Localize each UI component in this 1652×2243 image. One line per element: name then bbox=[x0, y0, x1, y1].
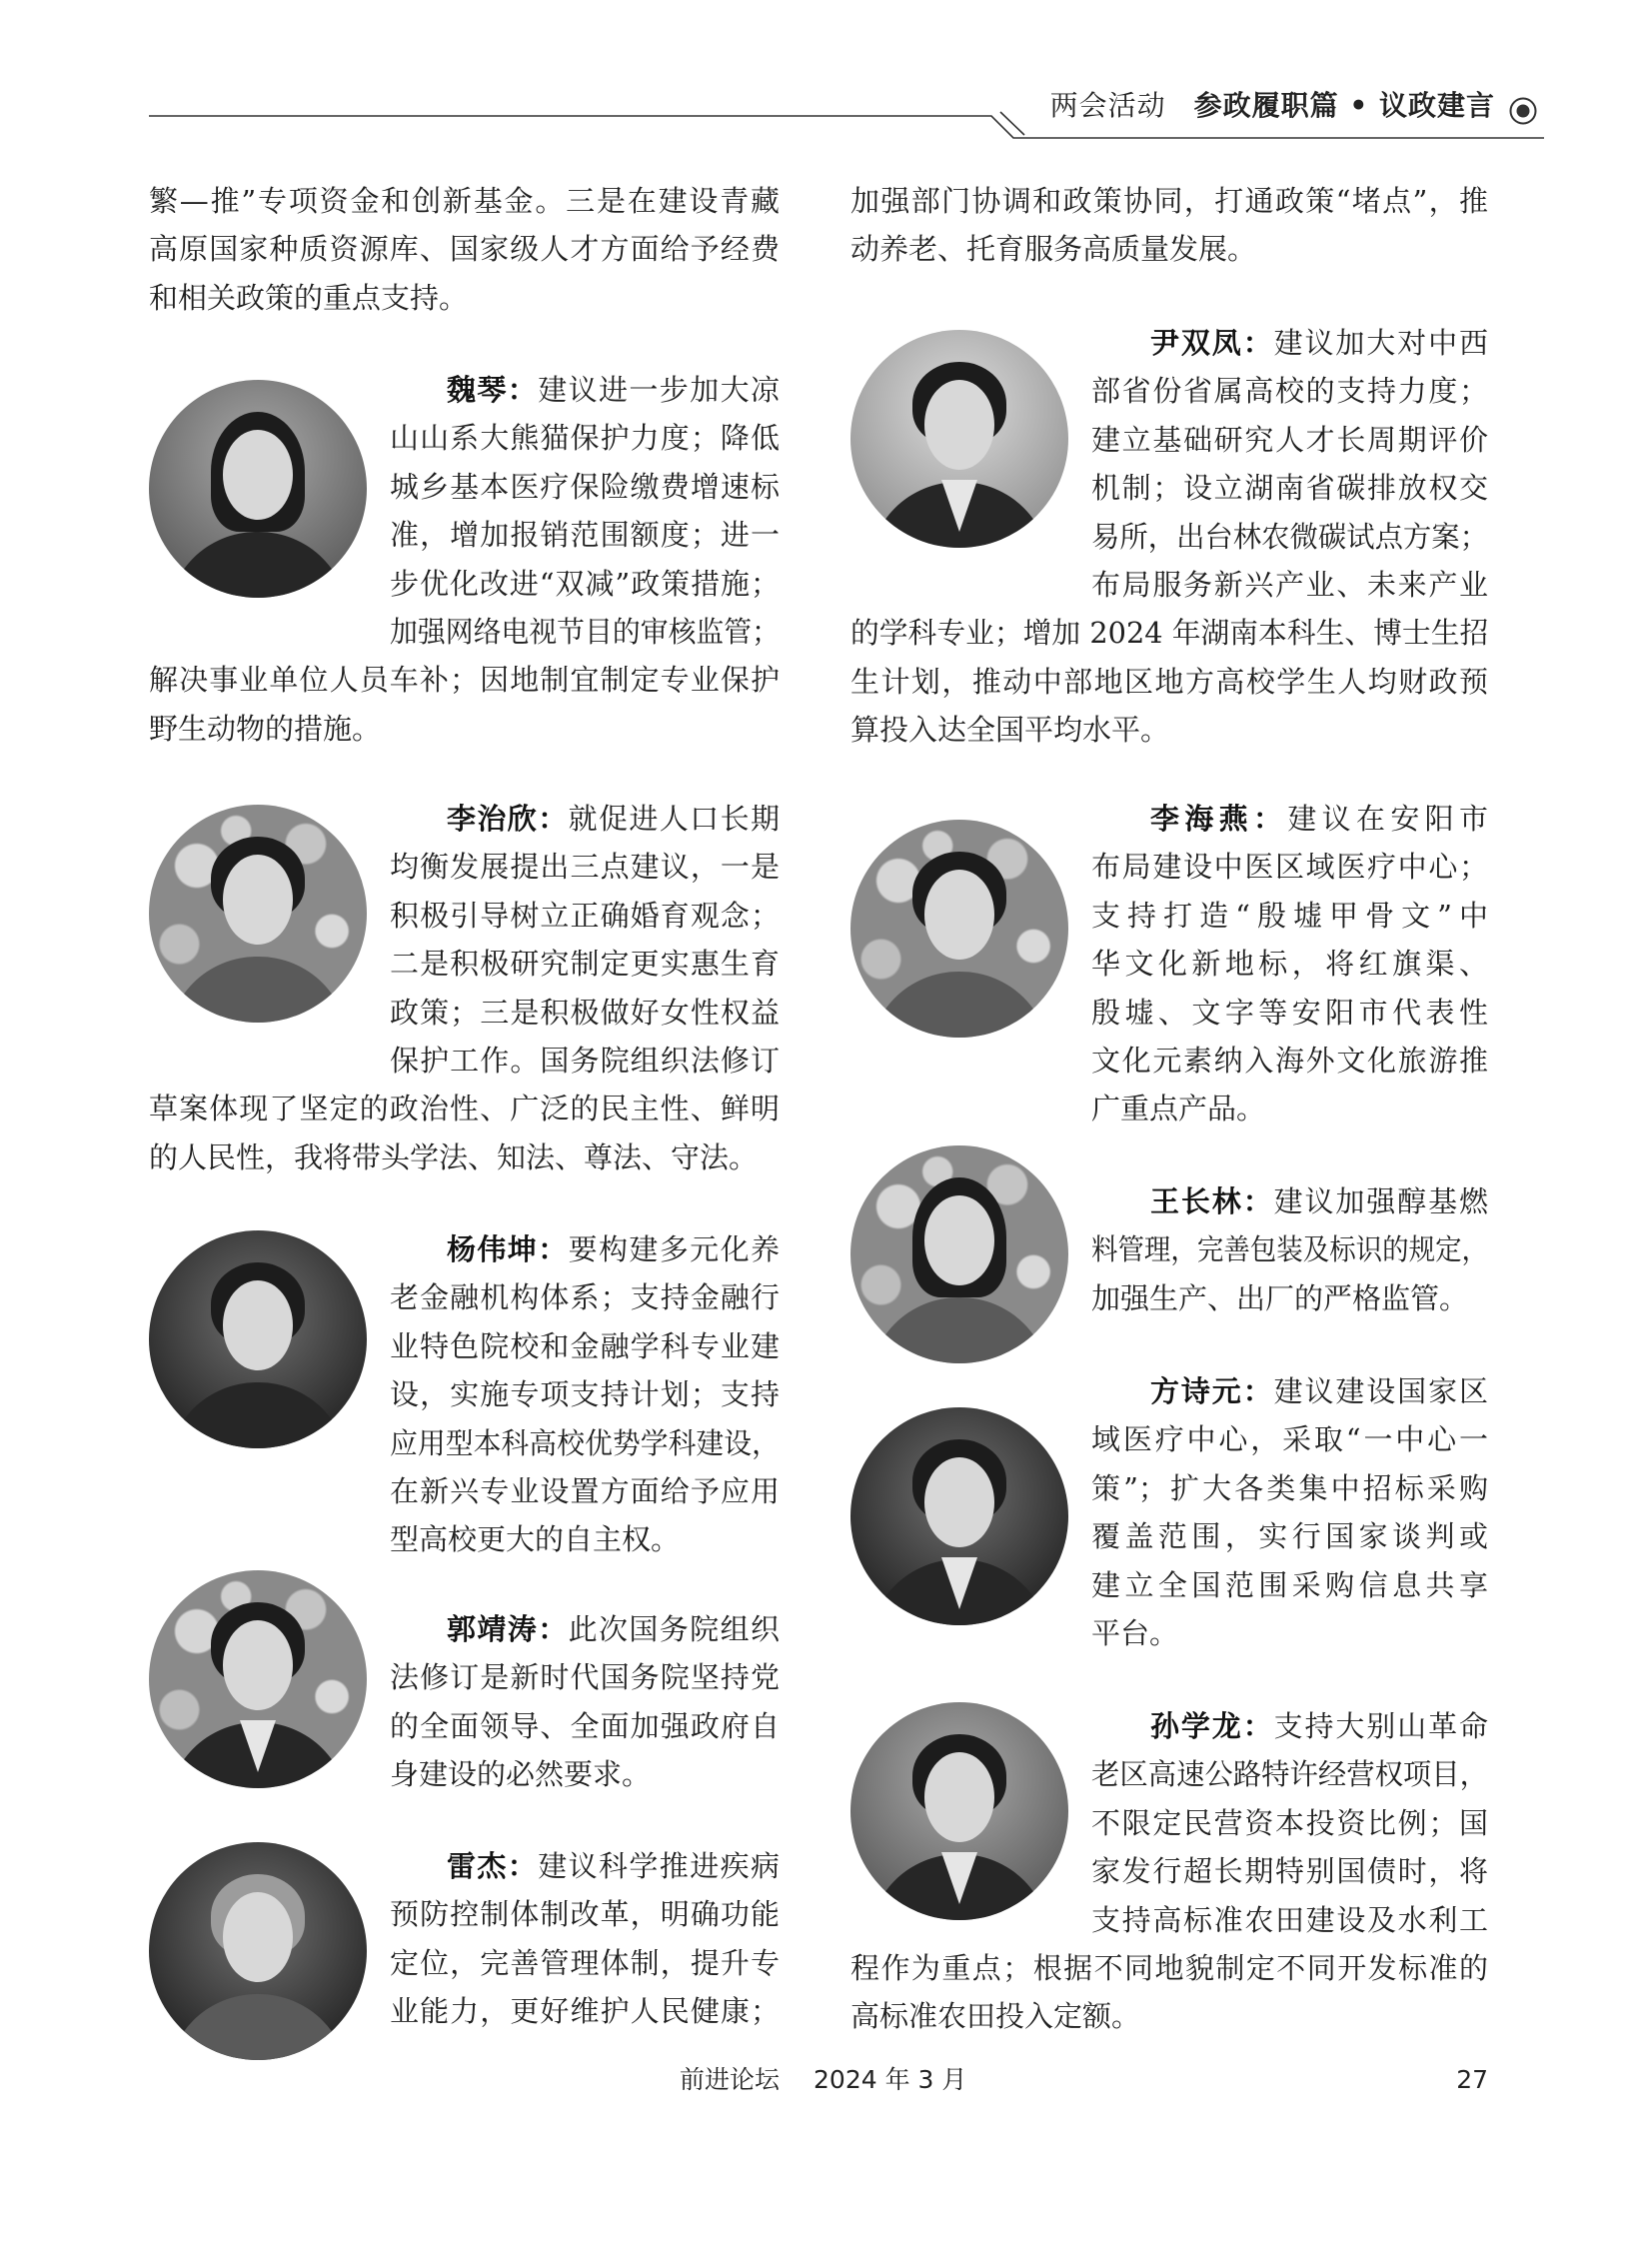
text-line: 型高校更大的自主权。 bbox=[390, 1522, 681, 1557]
page-number: 27 bbox=[1456, 2065, 1488, 2094]
text-line bbox=[1150, 1177, 1488, 1225]
header-rule bbox=[0, 0, 1652, 160]
text-line: 算投入达全国平均水平。 bbox=[850, 713, 1170, 748]
text-line bbox=[1150, 1702, 1488, 1750]
entry-li-zhixin bbox=[149, 795, 780, 1181]
text-line bbox=[1150, 319, 1488, 367]
text-line: 加强部门协调和政策协同，打通政策“堵点”，推 bbox=[850, 184, 1488, 218]
text-line bbox=[1150, 795, 1488, 843]
text-line: 业特色院校和金融学科专业建 bbox=[390, 1328, 780, 1363]
entry-wang-changlin bbox=[850, 1177, 1488, 1322]
text-line: 均衡发展提出三点建议，一是 bbox=[390, 850, 780, 885]
text-line: 解决事业单位人员车补；因地制宜制定专业保护 bbox=[149, 663, 780, 698]
text-line: 步优化改进“双减”政策措施； bbox=[390, 566, 780, 601]
header-rule-kink bbox=[1000, 112, 1024, 135]
text-run: 建议进一步加大凉 bbox=[538, 373, 780, 407]
footer-publication-info bbox=[680, 2062, 966, 2098]
text-line bbox=[1150, 1367, 1488, 1415]
text-line: 高原国家种质资源库、国家级人才方面给予经费 bbox=[149, 232, 780, 267]
text-line bbox=[447, 1842, 780, 1890]
running-header-section: 两会活动 bbox=[1049, 89, 1166, 122]
text-run: 建议科学推进疾病 bbox=[538, 1849, 780, 1883]
entry-guo-jingtao bbox=[149, 1605, 780, 1799]
entry-sun-xuelong bbox=[850, 1702, 1488, 2041]
speaker-name: 魏琴： bbox=[447, 373, 539, 407]
text-line: 料管理，完善包装及标识的规定， bbox=[1091, 1232, 1489, 1267]
running-header bbox=[1050, 86, 1495, 126]
speaker-name: 尹双凤： bbox=[1150, 326, 1274, 360]
text-line: 平台。 bbox=[1091, 1615, 1179, 1650]
text-line: 不限定民营资本投资比例；国 bbox=[1091, 1805, 1488, 1840]
entry-yin-shuangfeng bbox=[850, 319, 1488, 755]
speaker-name: 王长林： bbox=[1150, 1184, 1274, 1218]
text-line: 布局建设中医区域医疗中心； bbox=[1091, 850, 1488, 885]
text-line: 广重点产品。 bbox=[1091, 1092, 1266, 1126]
text-line: 定位，完善管理体制，提升专 bbox=[390, 1945, 780, 1980]
speaker-name: 李海燕： bbox=[1150, 802, 1288, 836]
text-line: 的全面领导、全面加强政府自 bbox=[390, 1708, 780, 1743]
text-line: 支持打造“殷墟甲骨文”中 bbox=[1091, 898, 1488, 933]
text-line: 保护工作。国务院组织法修订 bbox=[390, 1043, 780, 1078]
text-line bbox=[447, 366, 780, 414]
text-run: 建议加强醇基燃 bbox=[1273, 1184, 1488, 1218]
text-line: 建立全国范围采购信息共享 bbox=[1091, 1567, 1488, 1602]
text-line: 城乡基本医疗保险缴费增速标 bbox=[390, 469, 780, 504]
entry-fang-shiyuan bbox=[850, 1367, 1488, 1657]
entry-lei-jie bbox=[149, 1842, 780, 2036]
text-line: 政策；三是积极做好女性权益 bbox=[390, 995, 780, 1030]
text-line: 高标准农田投入定额。 bbox=[850, 1999, 1141, 2034]
text-line: 在新兴专业设置方面给予应用 bbox=[390, 1473, 780, 1508]
text-line: 山山系大熊猫保护力度；降低 bbox=[390, 421, 780, 456]
text-line: 策”；扩大各类集中招标采购 bbox=[1091, 1470, 1488, 1505]
text-line: 准，增加报销范围额度；进一 bbox=[390, 518, 780, 553]
entry-wei-qin bbox=[149, 366, 780, 753]
text-line: 预防控制体制改革，明确功能 bbox=[390, 1897, 780, 1932]
text-line: 部省份省属高校的支持力度； bbox=[1091, 374, 1488, 409]
text-line: 布局服务新兴产业、未来产业 bbox=[1091, 567, 1488, 602]
speaker-name: 雷杰： bbox=[447, 1849, 539, 1883]
text-line: 设，实施专项支持计划；支持 bbox=[390, 1377, 780, 1412]
text-line: 生计划，推动中部地区地方高校学生人均财政预 bbox=[850, 664, 1488, 699]
footer-date: 2024 年 3 月 bbox=[814, 2065, 967, 2094]
text-line bbox=[447, 795, 780, 843]
text-line: 建立基础研究人才长周期评价 bbox=[1091, 422, 1488, 457]
text-line: 的学科专业；增加 2024 年湖南本科生、博士生招 bbox=[850, 616, 1489, 651]
footer-publication: 前进论坛 bbox=[680, 2065, 781, 2094]
text-line: 身建设的必然要求。 bbox=[390, 1757, 652, 1792]
text-line: 的人民性，我将带头学法、知法、尊法、守法。 bbox=[149, 1139, 759, 1174]
text-line: 加强网络电视节目的审核监管； bbox=[390, 614, 781, 649]
speaker-name: 孙学龙： bbox=[1150, 1709, 1274, 1743]
speaker-name: 杨伟坤： bbox=[447, 1232, 569, 1266]
text-line: 应用型本科高校优势学科建设， bbox=[390, 1425, 781, 1460]
right-intro-paragraph bbox=[850, 177, 1488, 274]
text-line: 动养老、托育服务高质量发展。 bbox=[850, 232, 1257, 267]
text-run: 就促进人口长期 bbox=[568, 802, 780, 836]
text-line: 程作为重点；根据不同地貌制定不同开发标准的 bbox=[850, 1950, 1488, 1985]
text-line: 域医疗中心，采取“一中心一 bbox=[1091, 1422, 1488, 1457]
speaker-name: 李治欣： bbox=[447, 802, 569, 836]
text-line bbox=[447, 1605, 780, 1653]
text-line bbox=[447, 1225, 780, 1273]
text-line: 华文化新地标，将红旗渠、 bbox=[1091, 947, 1488, 982]
text-run: 支持大别山革命 bbox=[1273, 1709, 1488, 1743]
text-run: 此次国务院组织 bbox=[568, 1612, 780, 1646]
text-line: 老金融机构体系；支持金融行 bbox=[390, 1280, 780, 1315]
text-line: 家发行超长期特别国债时，将 bbox=[1091, 1854, 1488, 1889]
text-run: 建议在安阳市 bbox=[1287, 802, 1488, 836]
text-line: 和相关政策的重点支持。 bbox=[149, 280, 469, 315]
running-header-subsection: 参政履职篇 • 议政建言 bbox=[1193, 89, 1495, 122]
bullseye-icon bbox=[1508, 96, 1538, 126]
left-intro-paragraph bbox=[149, 177, 780, 322]
text-run: 要构建多元化养 bbox=[568, 1232, 780, 1266]
speaker-name: 方诗元： bbox=[1150, 1374, 1274, 1408]
text-line: 易所，出台林农微碳试点方案； bbox=[1091, 519, 1489, 554]
text-line: 二是积极研究制定更实惠生育 bbox=[390, 947, 780, 982]
entry-yang-weikun bbox=[149, 1225, 780, 1564]
text-line: 积极引导树立正确婚育观念； bbox=[390, 898, 780, 933]
text-run: 建议加大对中西 bbox=[1273, 326, 1488, 360]
text-run: 建议建设国家区 bbox=[1273, 1374, 1488, 1408]
text-line: 业能力，更好维护人民健康； bbox=[390, 1994, 780, 2029]
entry-li-haiyan bbox=[850, 795, 1488, 1133]
text-line: 机制；设立湖南省碳排放权交 bbox=[1091, 471, 1488, 506]
text-line: 加强生产、出厂的严格监管。 bbox=[1091, 1280, 1469, 1315]
text-line: 老区高速公路特许经营权项目， bbox=[1091, 1757, 1489, 1792]
text-line: 覆盖范围，实行国家谈判或 bbox=[1091, 1519, 1488, 1554]
text-line: 野生动物的措施。 bbox=[149, 711, 382, 746]
text-line: 法修订是新时代国务院坚持党 bbox=[390, 1660, 780, 1695]
text-line: 支持高标准农田建设及水利工 bbox=[1091, 1902, 1488, 1937]
text-line: 文化元素纳入海外文化旅游推 bbox=[1091, 1043, 1488, 1078]
speaker-name: 郭靖涛： bbox=[447, 1612, 569, 1646]
text-line: 草案体现了坚定的政治性、广泛的民主性、鲜明 bbox=[149, 1092, 780, 1126]
text-line: 殷墟、文字等安阳市代表性 bbox=[1091, 995, 1488, 1030]
text-line: 繁—推”专项资金和创新基金。三是在建设青藏 bbox=[149, 184, 780, 218]
